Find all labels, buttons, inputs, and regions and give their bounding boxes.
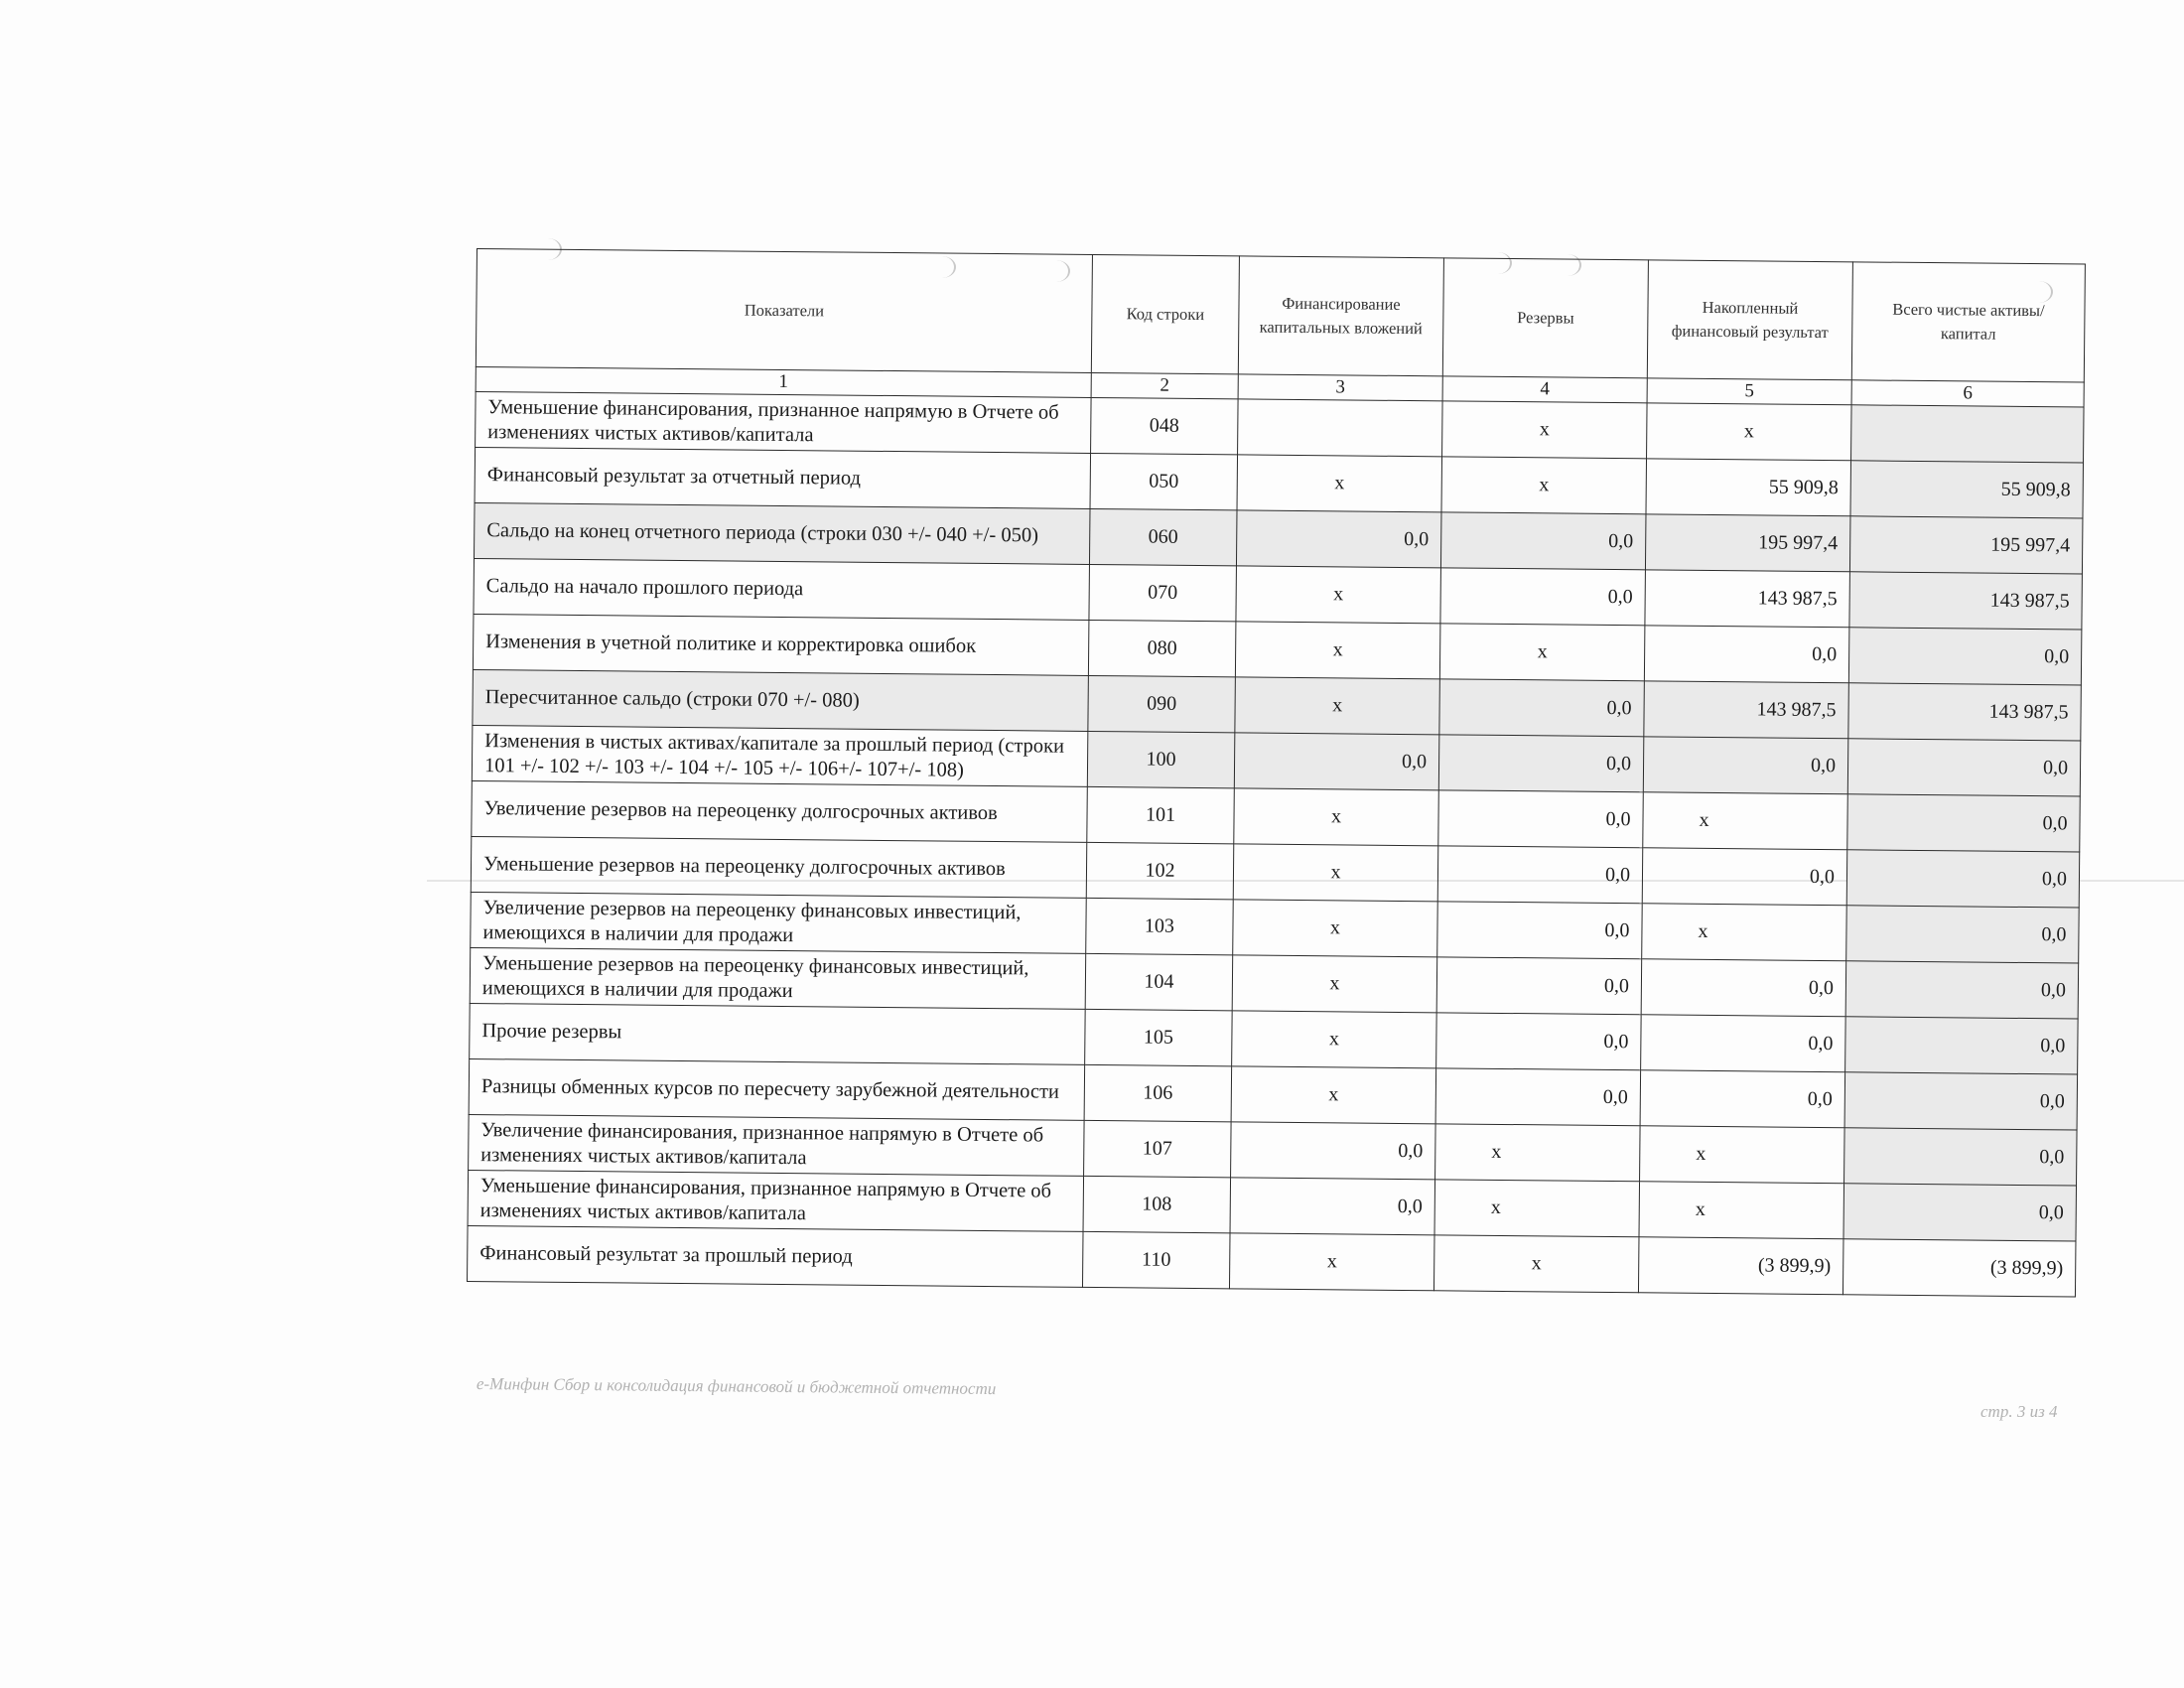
row-code: 105 xyxy=(1085,1009,1233,1065)
cell-reserves: x xyxy=(1433,1235,1639,1293)
cell-accumulated-result: x xyxy=(1643,792,1848,850)
row-code: 107 xyxy=(1084,1120,1232,1177)
cell-accumulated-result: 55 909,8 xyxy=(1646,459,1851,516)
row-label: Финансовый результат за прошлый период xyxy=(468,1225,1084,1287)
cell-total: 0,0 xyxy=(1845,1017,2079,1074)
cell-total: 0,0 xyxy=(1846,850,2080,908)
cell-capital-financing: x xyxy=(1235,677,1440,735)
header-reserves: Резервы xyxy=(1442,258,1648,378)
header-line-code: Код строки xyxy=(1091,254,1239,373)
cell-reserves: 0,0 xyxy=(1438,790,1644,848)
cell-capital-financing: x xyxy=(1229,1233,1434,1291)
row-code: 050 xyxy=(1090,453,1238,509)
cell-accumulated-result: x xyxy=(1647,403,1852,461)
row-label: Разницы обменных курсов по пересчету зарубежной деятельности xyxy=(469,1058,1085,1120)
cell-total: 0,0 xyxy=(1847,794,2081,852)
cell-reserves: 0,0 xyxy=(1436,957,1642,1015)
row-code: 102 xyxy=(1086,842,1234,899)
cell-reserves: 0,0 xyxy=(1435,1068,1641,1126)
cell-total: 0,0 xyxy=(1848,628,2082,685)
cell-accumulated-result: 143 987,5 xyxy=(1645,570,1850,628)
cell-reserves: x xyxy=(1434,1180,1640,1237)
cell-reserves: x xyxy=(1439,624,1645,681)
cell-total: 143 987,5 xyxy=(1849,572,2083,630)
header-capital-investment-financing: Финансирование капитальных вложений xyxy=(1238,256,1443,376)
cell-reserves: 0,0 xyxy=(1438,735,1644,792)
cell-total: 55 909,8 xyxy=(1850,461,2084,518)
cell-capital-financing: x xyxy=(1234,788,1439,846)
header-total-net-assets: Всего чистые активы/ капитал xyxy=(1851,262,2085,382)
cell-accumulated-result: 195 997,4 xyxy=(1645,514,1850,572)
row-label: Финансовый результат за отчетный период xyxy=(475,447,1091,508)
cell-total: 0,0 xyxy=(1844,1128,2078,1186)
cell-accumulated-result: 0,0 xyxy=(1642,848,1847,906)
header-accumulated-result: Накопленный финансовый результат xyxy=(1647,260,1852,380)
cell-capital-financing: x xyxy=(1236,566,1441,624)
cell-capital-financing: 0,0 xyxy=(1231,1122,1436,1180)
row-label: Увеличение резервов на переоценку финансовых инвестиций, имеющихся в наличии для продажи xyxy=(471,892,1087,953)
row-code: 103 xyxy=(1086,898,1234,954)
row-label: Увеличение финансирования, признанное напрямую в Отчете об изменениях чистых активов/капитала xyxy=(469,1114,1085,1176)
report-table-container xyxy=(467,248,2085,1298)
cell-reserves: 0,0 xyxy=(1440,568,1646,626)
footer-source: е-Минфин Сбор и консолидация финансовой и бюджетной отчетности xyxy=(476,1374,997,1399)
cell-capital-financing: x xyxy=(1233,844,1438,902)
row-label: Прочие резервы xyxy=(470,1003,1086,1064)
row-code: 106 xyxy=(1084,1064,1232,1121)
cell-total: 143 987,5 xyxy=(1848,683,2082,741)
cell-accumulated-result: 0,0 xyxy=(1640,1070,1845,1128)
row-label: Сальдо на конец отчетного периода (строки 030 +/- 040 +/- 050) xyxy=(475,502,1091,564)
cell-accumulated-result: 0,0 xyxy=(1641,959,1846,1017)
cell-reserves: 0,0 xyxy=(1436,1013,1642,1070)
cell-capital-financing: x xyxy=(1237,455,1442,512)
cell-capital-financing: x xyxy=(1232,955,1437,1013)
row-label: Изменения в учетной политике и корректировка ошибок xyxy=(473,614,1089,675)
row-code: 090 xyxy=(1088,675,1236,732)
header-row xyxy=(476,249,2085,383)
row-code: 080 xyxy=(1088,620,1236,676)
header-indicators: Показатели xyxy=(476,249,1092,373)
cell-capital-financing: 0,0 xyxy=(1230,1178,1435,1235)
row-label: Увеличение резервов на переоценку долгосрочных активов xyxy=(472,780,1088,842)
cell-reserves: 0,0 xyxy=(1440,512,1646,570)
column-number: 5 xyxy=(1647,378,1851,405)
cell-capital-financing xyxy=(1238,399,1443,457)
column-number: 6 xyxy=(1851,380,2084,407)
cell-capital-financing: 0,0 xyxy=(1236,510,1441,568)
footer-page-number: стр. 3 из 4 xyxy=(1980,1402,2058,1421)
cell-accumulated-result: 143 987,5 xyxy=(1644,681,1849,739)
cell-total: 0,0 xyxy=(1845,961,2079,1019)
cell-accumulated-result: 0,0 xyxy=(1644,626,1849,683)
cell-accumulated-result: 0,0 xyxy=(1641,1015,1846,1072)
cell-reserves: 0,0 xyxy=(1437,846,1643,904)
cell-accumulated-result: x xyxy=(1640,1126,1845,1184)
row-code: 048 xyxy=(1091,397,1239,454)
row-code: 100 xyxy=(1087,731,1235,787)
column-number: 4 xyxy=(1442,376,1647,403)
cell-total: (3 899,9) xyxy=(1843,1239,2076,1297)
row-label: Пересчитанное сальдо (строки 070 +/- 080) xyxy=(473,669,1089,731)
row-label: Уменьшение резервов на переоценку финансовых инвестиций, имеющихся в наличии для продажи xyxy=(470,947,1086,1009)
row-code: 060 xyxy=(1089,508,1237,565)
cell-reserves: 0,0 xyxy=(1439,679,1645,737)
cell-capital-financing: x xyxy=(1231,1066,1436,1124)
column-number: 3 xyxy=(1238,374,1442,401)
row-code: 108 xyxy=(1083,1176,1231,1232)
cell-total: 0,0 xyxy=(1847,739,2081,796)
cell-total: 0,0 xyxy=(1844,1072,2078,1130)
cell-total: 195 997,4 xyxy=(1849,516,2083,574)
column-number: 2 xyxy=(1091,372,1238,398)
column-number: 1 xyxy=(476,366,1091,397)
cell-capital-financing: x xyxy=(1232,1011,1437,1068)
row-label: Уменьшение финансирования, признанное напрямую в Отчете об изменениях чистых активов/капитала xyxy=(476,391,1092,453)
cell-reserves: x xyxy=(1442,401,1648,459)
cell-accumulated-result: (3 899,9) xyxy=(1638,1237,1843,1295)
row-code: 101 xyxy=(1087,786,1235,843)
row-code: 070 xyxy=(1089,564,1237,621)
row-code: 104 xyxy=(1085,953,1233,1010)
row-label: Уменьшение резервов на переоценку долгосрочных активов xyxy=(471,836,1087,898)
row-label: Сальдо на начало прошлого периода xyxy=(474,558,1090,620)
cell-reserves: 0,0 xyxy=(1437,902,1643,959)
cell-total: 0,0 xyxy=(1843,1184,2077,1241)
net-assets-changes-table xyxy=(467,248,2086,1298)
cell-capital-financing: x xyxy=(1233,900,1438,957)
row-code: 110 xyxy=(1082,1231,1230,1288)
cell-reserves: x xyxy=(1441,457,1647,514)
cell-capital-financing: 0,0 xyxy=(1234,733,1439,790)
row-label: Изменения в чистых активах/капитале за прошлый период (строки 101 +/- 102 +/- 103 +/- 104 +/- 105 +/- 106+/- 107+/- 108) xyxy=(472,725,1088,786)
cell-accumulated-result: x xyxy=(1642,904,1847,961)
cell-accumulated-result: 0,0 xyxy=(1643,737,1848,794)
cell-reserves: x xyxy=(1435,1124,1641,1182)
cell-accumulated-result: x xyxy=(1639,1182,1844,1239)
row-label: Уменьшение финансирования, признанное напрямую в Отчете об изменениях чистых активов/капитала xyxy=(468,1170,1084,1231)
cell-total: 0,0 xyxy=(1846,906,2080,963)
cell-total xyxy=(1851,405,2085,463)
cell-capital-financing: x xyxy=(1235,622,1440,679)
